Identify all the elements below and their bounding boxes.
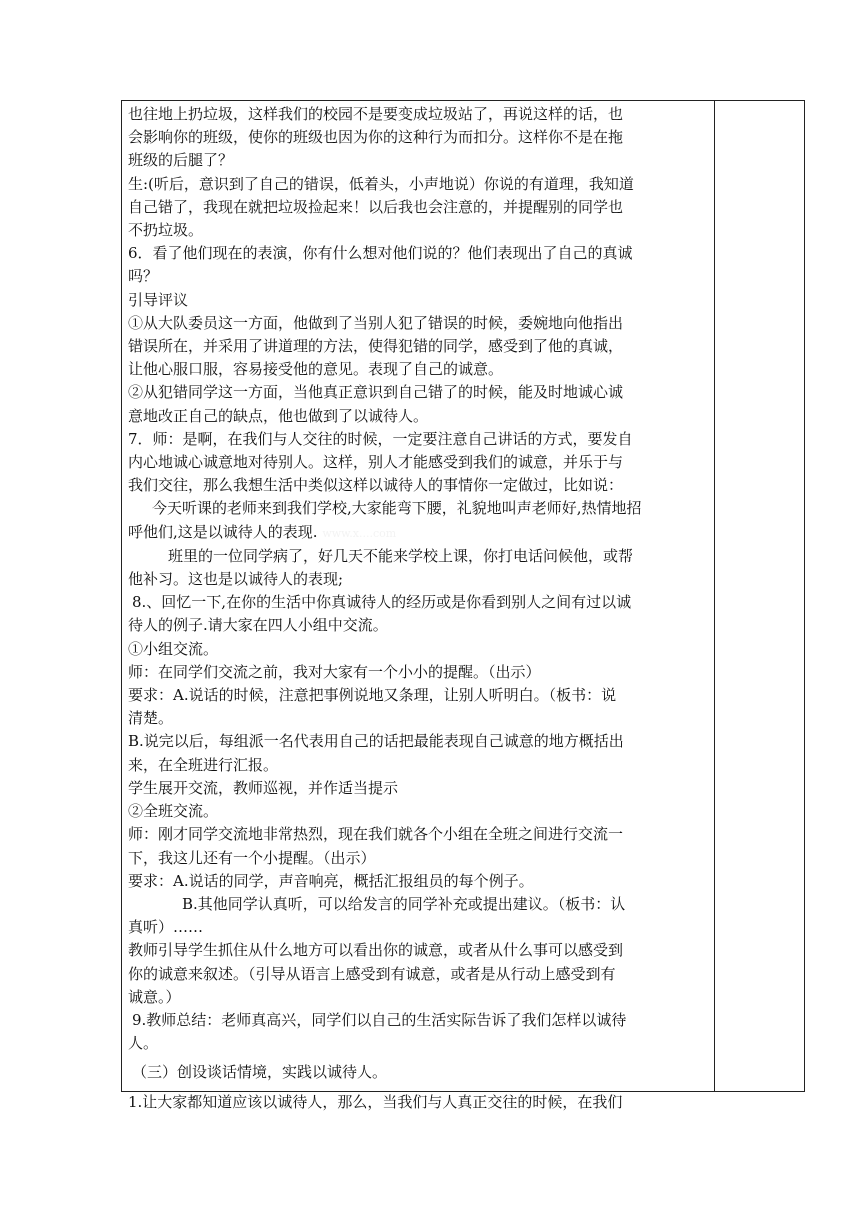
text-span: 呼他们,这是以诚待人的表现. [128,522,318,541]
text-line: 自己错了，我现在就把垃圾捡起来！以后我也会注意的，并提醒别的同学也 [128,197,624,216]
text-line: 7．师：是啊，在我们与人交往的时候，一定要注意自己讲话的方式，要发自 [128,429,633,448]
text-line: 我们交往，那么我想生活中类似这样以诚待人的事情你一定做过，比如说： [128,476,624,495]
lesson-content-cell [128,103,710,1114]
text-line: 内心地诚心诚意地对待别人。这样，别人才能感受到我们的诚意，并乐于与 [128,453,624,472]
text-line: 8.、回忆一下,在你的生活中你真诚待人的经历或是你看到别人之间有过以诚 [132,593,632,612]
text-line: 诚意。） [128,987,181,1006]
text-line: 下，我这儿还有一个小提醒。（出示） [128,848,376,867]
text-line: 班级的后腿了？ [128,151,234,170]
section-heading: （三）创设谈话情境，实践以诚待人。 [132,1063,388,1082]
text-line: 吗？ [128,267,159,286]
text-line: 要求：A.说话的时候，注意把事例说地又条理，让别人听明白。（板书：说 [128,686,617,705]
text-line: 错误所在，并采用了讲道理的方法，使得犯错的同学，感受到了他的真诚， [128,337,624,356]
text-line: 6．看了他们现在的表演，你有什么想对他们说的？他们表现出了自己的真诚 [128,244,633,263]
watermark: www.x....com [322,526,397,540]
text-line: ①小组交流。 [128,639,219,658]
text-line: 来，在全班进行汇报。 [128,755,279,774]
text-line: 今天听课的老师来到我们学校,大家能弯下腰，礼貌地叫声老师好,热情地招 [152,499,642,518]
text-line: ②从犯错同学这一方面，当他真正意识到自己错了的时候，能及时地诚心诚 [128,383,624,402]
text-line: 9.教师总结：老师真高兴，同学们以自己的生活实际告诉了我们怎样以诚待 [132,1010,627,1029]
text-line: 学生展开交流，教师巡视，并作适当提示 [128,778,399,797]
text-line: B.其他同学认真听，可以给发言的同学补充或提出建议。（板书：认 [182,894,626,913]
text-line: 教师引导学生抓住从什么地方可以看出你的诚意，或者从什么事可以感受到 [128,941,624,960]
text-line: 师：在同学们交流之前，我对大家有一个小小的提醒。（出示） [128,662,541,681]
text-line: 师：刚才同学交流地非常热烈，现在我们就各个小组在全班之间进行交流一 [128,825,624,844]
lesson-plan-table [121,100,805,1111]
text-line: 1.让大家都知道应该以诚待人，那么，当我们与人真正交往的时候，在我们 [128,1092,623,1111]
text-line: 会影响你的班级，使你的班级也因为你的这种行为而扣分。这样你不是在拖 [128,128,624,147]
text-line: 意地改正自己的缺点，他也做到了以诚待人。 [128,406,429,425]
text-line: ①从大队委员这一方面，他做到了当别人犯了错误的时候，委婉地向他指出 [128,313,624,332]
text-line: 引导评议 [128,290,189,309]
text-line: 人。 [128,1034,159,1053]
text-line: 也往地上扔垃圾，这样我们的校园不是要变成垃圾站了，再说这样的话，也 [128,105,624,123]
text-line: 清楚。 [128,709,174,728]
text-line: ②全班交流。 [128,802,219,821]
text-line: 生:(听后，意识到了自己的错误，低着头，小声地说）你说的有道理，我知道 [128,174,634,193]
text-line: 班里的一位同学病了，好几天不能来学校上课，你打电话问候他，或帮 [168,546,634,565]
text-line: 待人的例子.请大家在四人小组中交流。 [128,616,388,635]
text-line: 要求：A.说话的同学，声音响亮，概括汇报组员的每个例子。 [128,871,534,890]
text-line: 不扔垃圾。 [128,221,204,240]
text-line: 让他心服口服，容易接受他的意见。表现了自己的诚意。 [128,360,504,379]
notes-column [715,101,804,1091]
text-line: 真听）…… [128,918,204,937]
text-line: B.说完以后，每组派一名代表用自己的话把最能表现自己诚意的地方概括出 [128,732,624,751]
text-line: 他补习。这也是以诚待人的表现; [128,570,344,589]
text-line [128,521,710,545]
text-line: 你的诚意来叙述。（引导从语言上感受到有诚意，或者是从行动上感受到有 [128,964,616,983]
